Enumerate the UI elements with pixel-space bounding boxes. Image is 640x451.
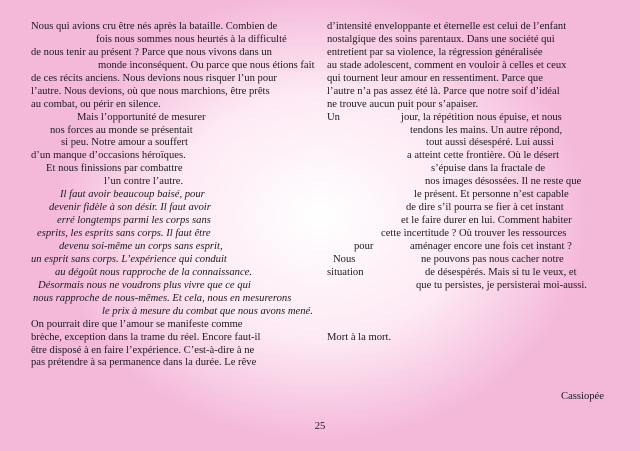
text-line: l’un contre l’autre. xyxy=(104,176,184,188)
text-line-right: l’autre n’a pas assez été là. Parce que notre soif d’idéal xyxy=(327,85,560,97)
text-line: Il faut avoir beaucoup baisé, pour xyxy=(60,189,205,201)
text-line-right: qui tournent leur amour en ressentiment. Parce que xyxy=(327,72,543,84)
text-line: Désormais nous ne voudrons plus vivre que ce qui xyxy=(38,279,251,291)
text-line: de nous tenir au présent ? Parce que nous vivons dans un xyxy=(31,46,272,58)
text-line-right: Mort à la mort. xyxy=(327,331,392,343)
text-line-right: aménager encore une fois cet instant ? xyxy=(410,240,572,252)
text-line: On pourrait dire que l’amour se manifeste comme xyxy=(31,318,243,330)
text-line: pas prétendre à sa permanence dans la durée. Le rêve xyxy=(31,357,257,369)
text-line: erré longtemps parmi les corps sans xyxy=(57,215,211,227)
text-line-right: nos images désossées. Il ne reste que xyxy=(425,176,582,188)
text-line: devenu soi-même un corps sans esprit, xyxy=(59,240,223,252)
text-line-right: de désespérés. Mais si tu le veux, et xyxy=(425,266,577,278)
text-line: Nous qui avions cru être nés après la bataille. Combien de xyxy=(31,21,278,32)
text-line: brèche, exception dans la trame du réel. Encore faut-il xyxy=(31,331,261,343)
text-line-right: ne pouvons pas nous cacher notre xyxy=(421,253,564,265)
text-line: de ces récits anciens. Nous devions nous risquer l’un pour xyxy=(31,72,277,84)
text-line-right: nostalgique des soins parentaux. Dans une société qui xyxy=(327,33,555,45)
text-line: d’un manque d’occasions héroïques. xyxy=(31,150,186,162)
text-line: un esprit sans corps. L’expérience qui conduit xyxy=(31,253,227,265)
text-line-right: s’épuise dans la fractale de xyxy=(431,163,546,175)
text-line-right: cette incertitude ? Où trouver les ressources xyxy=(381,228,567,240)
text-line: au dégoût nous rapproche de la connaissance. xyxy=(55,266,253,278)
text-line: fois nous sommes nous heurtés à la difficulté xyxy=(96,33,287,45)
text-line: monde inconséquent. Ou parce que nous étions fait xyxy=(98,59,315,71)
text-line: esprits, les esprits sans corps. Il faut être xyxy=(37,228,211,240)
text-line: le prix à mesure du combat que nous avons mené. xyxy=(102,305,313,317)
text-line: nous rapproche de nous-mêmes. Et cela, nous en mesurerons xyxy=(33,292,292,304)
text-line: Et nous finissions par combattre xyxy=(46,163,183,175)
text-line-right: entretient par sa violence, la régression généralisée xyxy=(327,46,543,58)
text-line-right: jour, la répétition nous épuise, et nous xyxy=(401,111,562,123)
text-line-right: ne trouve aucun puit pour s’apaiser. xyxy=(327,98,479,110)
page-number: 25 xyxy=(314,421,326,432)
signature: Cassiopée xyxy=(561,391,604,402)
text-line-right: d’intensité enveloppante et éternelle est celui de l’enfant xyxy=(327,21,567,32)
text-line-right: a atteint cette frontière. Où le désert xyxy=(407,150,560,162)
text-line: l’autre. Nous devions, où que nous marchions, être prêts xyxy=(31,85,270,97)
text-line-right: au stade adolescent, comment en vouloir à celles et ceux xyxy=(327,59,567,71)
text-line-right: tout aussi désespéré. Lui aussi xyxy=(426,137,554,149)
text-line-right: Nous xyxy=(333,253,356,265)
text-line: devenir fidèle à son désir. Il faut avoir xyxy=(49,202,211,214)
text-line-right: de dire s’il pourra se fier à cet instant xyxy=(406,202,564,214)
text-line-right: et le faire durer en lui. Comment habiter xyxy=(401,215,572,227)
text-line: Mais l’opportunité de mesurer xyxy=(77,111,206,123)
text-line: au combat, ou périr en silence. xyxy=(31,98,161,110)
text-line-right: Un xyxy=(327,111,340,123)
text-line-right: situation xyxy=(327,266,364,278)
text-line: nos forces au monde se présentait xyxy=(50,124,193,136)
text-line: être disposé à en faire l’expérience. C’est-à-dire à ne xyxy=(31,344,255,356)
text-line-right: le présent. Et personne n’est capable xyxy=(414,189,569,201)
text-line-right: que tu persistes, je persisterai moi-aussi. xyxy=(416,279,587,291)
text-line: si peu. Notre amour a souffert xyxy=(61,137,188,149)
text-line-right: pour xyxy=(354,240,374,252)
text-line-right: tendons les mains. Un autre répond, xyxy=(410,124,563,136)
